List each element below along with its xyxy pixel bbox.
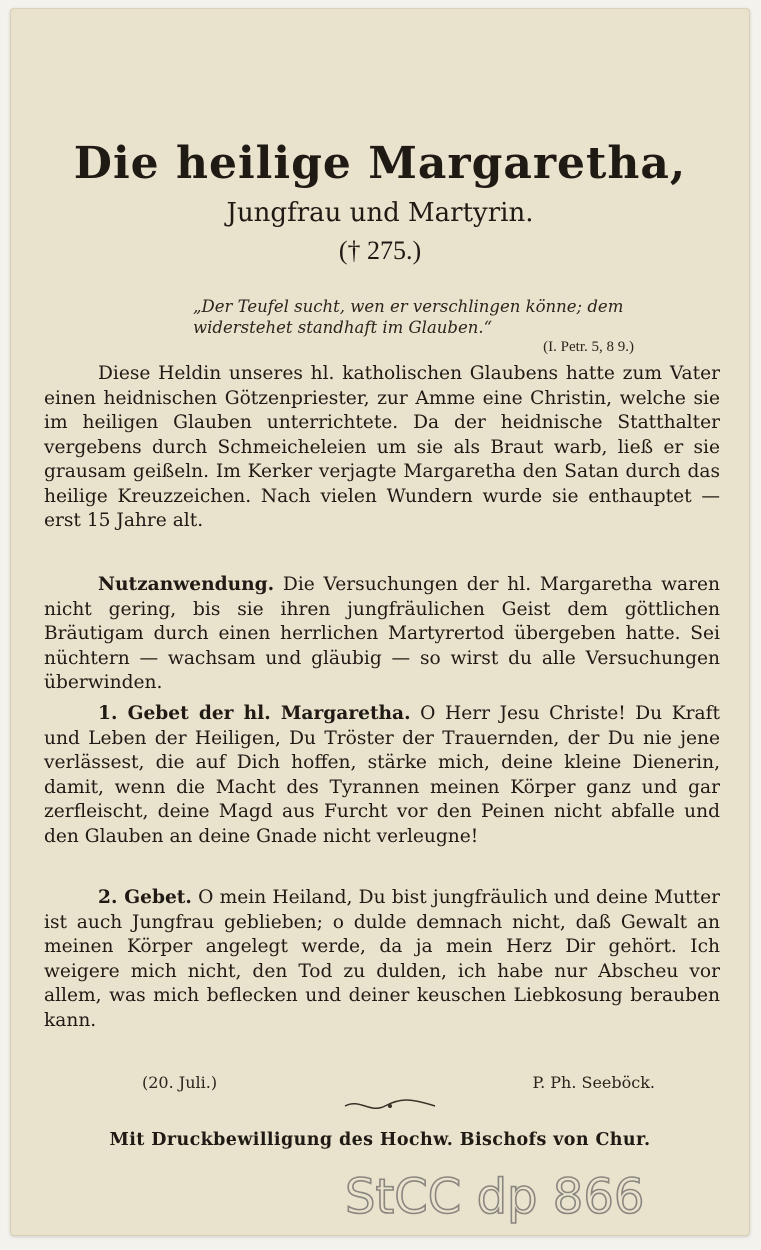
prayer-two-text: O mein Heiland, Du bist jungfräulich und deine Mutter ist auch Jungfrau geblieben; o dulde demnach nicht, daß Gewalt an meinen Körper angelegt werde, da ja mein Herz Dir gehört. Ich weigere mich nicht, den Tod zu dulden, ich habe nur Abscheu vor allem, was mich beflecken und deiner keuschen Liebkosung berauben kann. — [44, 887, 720, 1031]
application-paragraph — [44, 573, 720, 696]
scripture-reference: (I. Petr. 5, 8 9.) — [543, 339, 634, 355]
document-subtitle: Jungfrau und Martyrin. — [226, 198, 534, 228]
application-heading: Nutzanwendung. — [98, 574, 275, 595]
prayer-card — [10, 8, 750, 1236]
imprimatur-line: Mit Druckbewilligung des Hochw. Bischofs von Chur. — [109, 1130, 651, 1150]
prayer-one-text: O Herr Jesu Christe! Du Kraft und Leben der Heiligen, Du Tröster der Trauernden, der Du nie jene verlässest, die auf Dich hoffen, stärke mich, deine kleine Dienerin, damit, wenn die Macht des Tyrannen meinen Körper ganz und gar zerfleischt, deine Magd aus Furcht vor den Peinen nicht abfalle und den Glauben an deine Gnade nicht verleugne! — [44, 703, 720, 847]
prayer-two-heading: 2. Gebet. — [98, 887, 192, 908]
handwritten-text: StCC dp 866 — [345, 1169, 645, 1225]
application-text: Die Versuchungen der hl. Margaretha waren nicht gering, bis sie ihren jungfräulichen Geist dem göttlichen Bräutigam durch einen herrlichen Martyrertod übergeben hatte. Sei nüchtern — wachsam und gläubig — so wirst du alle Versuchungen überwinden. — [44, 574, 720, 693]
handwritten-catalog-number — [340, 1158, 730, 1228]
feast-day: (20. Juli.) — [142, 1073, 218, 1092]
scripture-quote: „Der Teufel sucht, wen er verschlingen könne; dem widerstehet standhaft im Glauben.“ — [193, 297, 624, 337]
ornament-divider — [340, 1096, 440, 1116]
document-title: Die heilige Margaretha, — [73, 138, 687, 189]
death-year: († 275.) — [338, 236, 422, 265]
prayer-two-paragraph — [44, 886, 720, 1033]
author-signature: P. Ph. Seeböck. — [532, 1073, 655, 1092]
life-paragraph: Diese Heldin unseres hl. katholischen Glaubens hatte zum Vater einen heidnischen Götzenpriester, zur Amme eine Christin, welche sie im heiligen Glauben unterrichtete. Da der heidnische Statthalter vergebens durch Schmeicheleien um sie als Braut warb, ließ er sie grausam geißeln. Im Kerker verjagte Margaretha den Satan durch das heilige Kreuzzeichen. Nach vielen Wundern wurde sie enthauptet — erst 15 Jahre alt. — [44, 363, 720, 531]
prayer-one-heading: 1. Gebet der hl. Margaretha. — [98, 703, 411, 724]
prayer-one-paragraph — [44, 702, 720, 849]
